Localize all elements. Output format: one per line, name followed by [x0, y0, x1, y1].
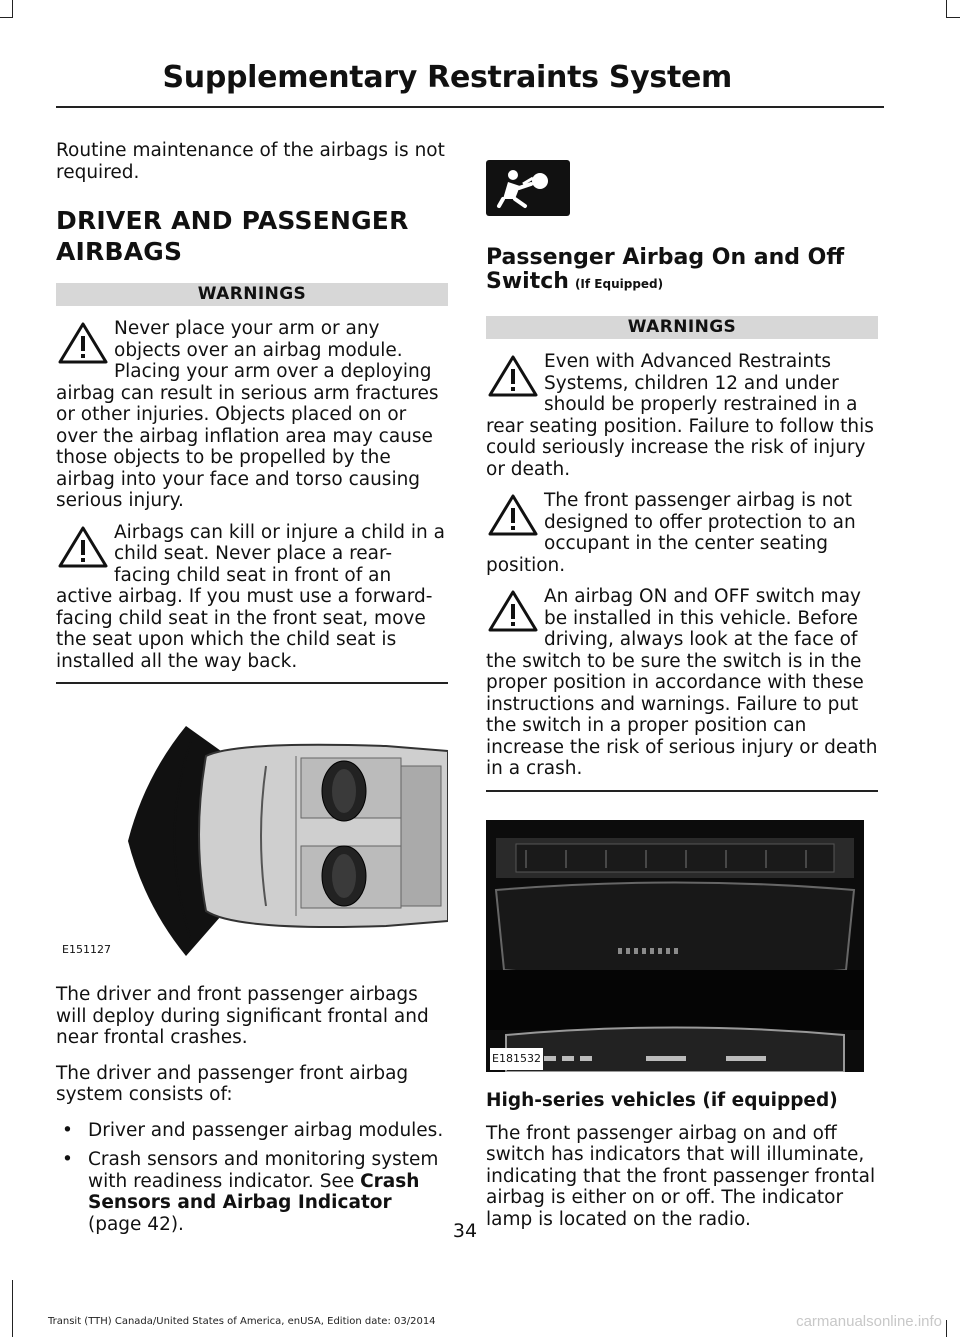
page-title: Supplementary Restraints System	[162, 60, 732, 95]
warning-text: Even with Advanced Restraints Systems, children 12 and under should be properly restrained in a rear seating position. Failure to follow this could seriously increase the risk of injury or death.	[486, 351, 874, 480]
subsection-title-text: Passenger Airbag On and Off Switch	[486, 245, 845, 294]
warning-item	[56, 522, 448, 673]
radio-indicator-figure	[486, 820, 864, 1072]
warnings-end-rule	[56, 682, 448, 684]
warning-triangle-icon	[486, 588, 540, 634]
crash-sensors-link[interactable]: Crash Sensors and Airbag Indicator	[88, 1170, 420, 1213]
system-components-list	[56, 1120, 448, 1236]
edition-footer: Transit (TTH) Canada/United States of America, enUSA, Edition date: 03/2014	[48, 1316, 436, 1327]
warning-text: Airbags can kill or injure a child in a child seat. Never place a rear-facing child seat in front of an active airbag. If you must use a forward-facing child seat in the front seat, move the seat upon which the child seat is installed all the way back.	[56, 521, 445, 672]
page-header	[0, 0, 960, 110]
warning-text: An airbag ON and OFF switch may be installed in this vehicle. Before driving, always look at the face of the switch to be sure the switch is in the proper position in accordance with these instructions and warnings. Failure to put the switch in a proper position can increase the risk of serious injury or death in a crash.	[486, 586, 878, 779]
system-paragraph: The driver and passenger front airbag system consists of:	[56, 1062, 409, 1105]
list-item-text: Driver and passenger airbag modules.	[88, 1119, 444, 1141]
indicator-paragraph: The front passenger airbag on and off switch has indicators that will illuminate, indicating that the front passenger frontal airbag is either on or off. The indicator lamp is located on the radio.	[486, 1122, 876, 1230]
watermark: carmanualsonline.info	[796, 1313, 942, 1330]
list-item-text: Crash sensors and monitoring system with readiness indicator.	[88, 1149, 439, 1192]
list-item	[56, 1120, 448, 1142]
figure-id: E181532	[490, 1048, 543, 1070]
section-title-line-1: DRIVER AND PASSENGER	[56, 206, 409, 235]
crop-mark	[946, 1320, 947, 1337]
deployment-paragraph: The driver and front passenger airbags will deploy during significant frontal and near frontal crashes.	[56, 984, 429, 1048]
bullet-dot: •	[62, 1149, 73, 1170]
warning-text: Never place your arm or any objects over an airbag module. Placing your arm over a deploying airbag can result in serious arm fractures or other injuries. Objects placed on or over the airbag inflation area may cause those objects to be propelled by the airbag into your face and torso causing serious injury.	[56, 318, 439, 511]
bullet-dot: •	[62, 1119, 73, 1141]
warning-triangle-icon	[56, 320, 110, 366]
subsection-note: (If Equipped)	[574, 277, 664, 291]
warning-item	[486, 490, 878, 576]
left-column	[56, 140, 448, 1243]
warning-item	[486, 351, 878, 480]
warning-triangle-icon	[486, 353, 540, 399]
warning-triangle-icon	[56, 524, 110, 570]
passenger-airbag-icon	[486, 160, 570, 216]
page-reference: (page 42).	[88, 1213, 184, 1235]
warnings-header: WARNINGS	[486, 316, 878, 339]
see-text: See	[319, 1170, 355, 1192]
seated-person-airbag-icon	[495, 166, 561, 210]
subsection-title	[486, 246, 878, 296]
section-title-line-2: AIRBAGS	[56, 237, 183, 266]
page-number: 34	[452, 1220, 478, 1242]
figure-id: E151127	[62, 942, 111, 956]
warning-text: The front passenger airbag is not designed to offer protection to an occupant in the center seating position.	[486, 490, 856, 576]
crop-mark	[12, 1280, 13, 1337]
radio-panel-illustration	[486, 820, 864, 1072]
section-title	[56, 205, 448, 267]
warning-triangle-icon	[486, 492, 540, 538]
warning-item	[486, 586, 878, 780]
warnings-end-rule	[486, 790, 878, 792]
right-column	[486, 150, 878, 1244]
intro-paragraph: Routine maintenance of the airbags is not required.	[56, 140, 445, 183]
warning-item	[56, 318, 448, 512]
vehicle-airbag-illustration	[56, 696, 448, 966]
header-rule	[56, 106, 884, 108]
warnings-header: WARNINGS	[56, 283, 448, 306]
airbag-deployment-figure	[56, 696, 448, 966]
high-series-heading: High-series vehicles (if equipped)	[486, 1089, 838, 1111]
